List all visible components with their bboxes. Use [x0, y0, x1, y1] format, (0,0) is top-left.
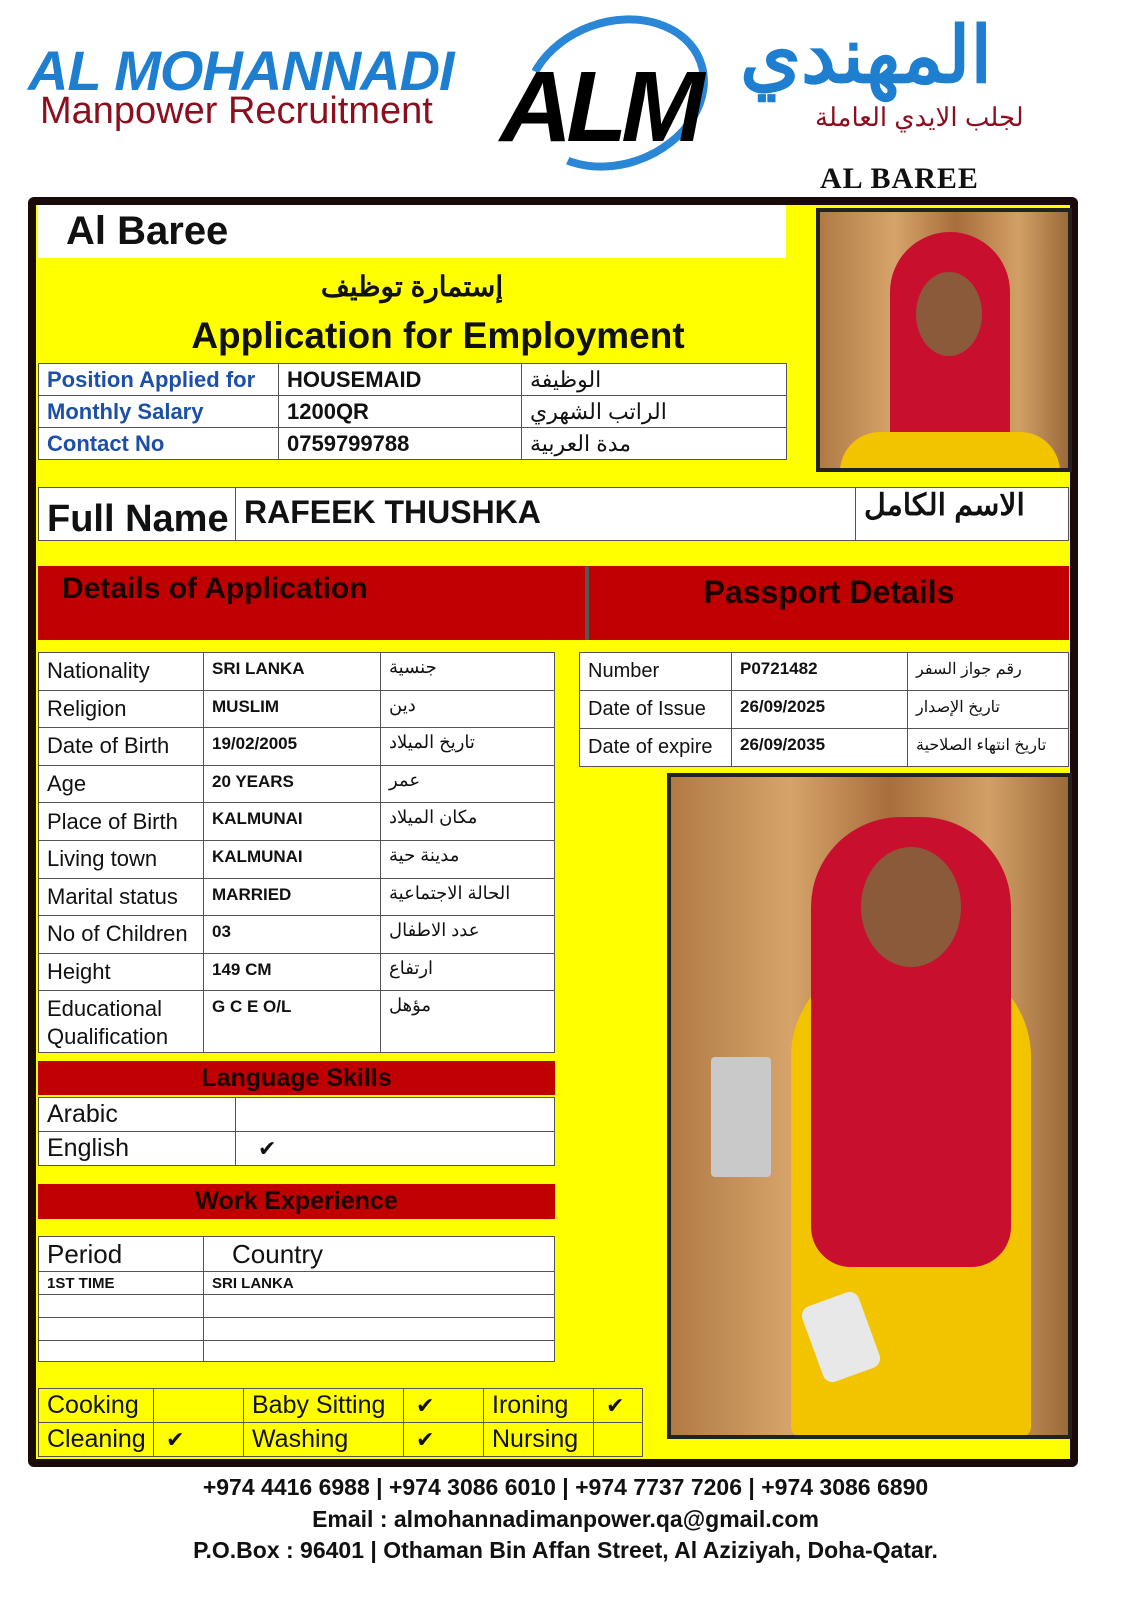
detail-value: SRI LANKA [203, 652, 381, 691]
detail-value: G C E O/L [203, 990, 381, 1053]
summary-value: HOUSEMAID [278, 363, 522, 396]
full-name-label-ar: الاسم الكامل [855, 487, 1069, 541]
summary-label: Monthly Salary [38, 395, 279, 428]
language-name: English [38, 1131, 236, 1166]
detail-label-ar: دين [380, 690, 555, 729]
skill-label: Cooking [38, 1388, 154, 1423]
skill-label: Nursing [483, 1422, 594, 1457]
language-check[interactable]: ✔ [235, 1131, 555, 1166]
detail-label: Living town [38, 840, 204, 879]
work-header-country: Country [203, 1236, 555, 1272]
logo-subtitle-en: Manpower Recruitment [40, 90, 433, 132]
skill-check[interactable]: ✔ [153, 1422, 244, 1457]
detail-value: 20 YEARS [203, 765, 381, 804]
detail-label: Nationality [38, 652, 204, 691]
passport-value: 26/09/2025 [731, 690, 908, 729]
agency-name: Al Baree [38, 205, 786, 258]
detail-value: 03 [203, 915, 381, 954]
logo-text-ar: المهندي [740, 11, 993, 99]
detail-label-ar: مدينة حية [380, 840, 555, 879]
logo-subtitle-ar: لجلب الايدي العاملة [815, 102, 1024, 132]
passport-label-ar: رقم جواز السفر [907, 652, 1069, 691]
work-period-empty [38, 1340, 204, 1362]
language-check[interactable] [235, 1097, 555, 1132]
summary-value: 0759799788 [278, 427, 522, 460]
detail-label-ar: ارتفاع [380, 953, 555, 992]
skill-check[interactable]: ✔ [593, 1388, 643, 1423]
skill-check[interactable] [593, 1422, 643, 1457]
summary-label-ar: مدة العربية [521, 427, 787, 460]
work-country: SRI LANKA [203, 1271, 555, 1295]
detail-label-ar: مؤهل [380, 990, 555, 1053]
detail-label-ar: عمر [380, 765, 555, 804]
passport-value: 26/09/2035 [731, 728, 908, 767]
passport-label-ar: تاريخ انتهاء الصلاحية [907, 728, 1069, 767]
portrait-photo [816, 208, 1072, 472]
work-country-empty [203, 1340, 555, 1362]
summary-value: 1200QR [278, 395, 522, 428]
detail-label: Height [38, 953, 204, 992]
passport-label: Number [579, 652, 732, 691]
summary-label-ar: الوظيفة [521, 363, 787, 396]
footer-address: P.O.Box : 96401 | Othaman Bin Affan Street, Al Aziziyah, Doha-Qatar. [193, 1537, 938, 1563]
detail-label-ar: الحالة الاجتماعية [380, 878, 555, 917]
passport-label-ar: تاريخ الإصدار [907, 690, 1069, 729]
detail-value: 149 CM [203, 953, 381, 992]
skill-label: Cleaning [38, 1422, 154, 1457]
skill-label: Washing [243, 1422, 404, 1457]
summary-label-ar: الراتب الشهري [521, 395, 787, 428]
passport-label: Date of Issue [579, 690, 732, 729]
detail-label-ar: مكان الميلاد [380, 802, 555, 841]
work-period-empty [38, 1317, 204, 1341]
detail-label: Educational Qualification [38, 990, 204, 1053]
passport-value: P0721482 [731, 652, 908, 691]
passport-label: Date of expire [579, 728, 732, 767]
summary-label: Position Applied for [38, 363, 279, 396]
detail-value: MARRIED [203, 878, 381, 917]
language-skills-header: Language Skills [38, 1061, 555, 1095]
skill-check[interactable] [153, 1388, 244, 1423]
work-country-empty [203, 1294, 555, 1318]
detail-label: No of Children [38, 915, 204, 954]
skill-check[interactable]: ✔ [403, 1422, 484, 1457]
detail-label: Place of Birth [38, 802, 204, 841]
summary-label: Contact No [38, 427, 279, 460]
detail-value: MUSLIM [203, 690, 381, 729]
logo-mark: ALM [500, 51, 699, 163]
footer-phones: +974 4416 6988 | +974 3086 6010 | +974 7737 7206 | +974 3086 6890 [202, 1474, 929, 1500]
work-experience-header: Work Experience [38, 1184, 555, 1219]
branch-name: AL BAREE [820, 162, 979, 195]
form-title-ar: إستمارة توظيف [320, 271, 504, 302]
detail-label: Marital status [38, 878, 204, 917]
details-header: Details of Application [38, 566, 586, 640]
skill-check[interactable]: ✔ [403, 1388, 484, 1423]
passport-header: Passport Details [589, 566, 1069, 640]
detail-value: KALMUNAI [203, 840, 381, 879]
detail-label-ar: عدد الاطفال [380, 915, 555, 954]
detail-label: Religion [38, 690, 204, 729]
form-title-en: Application for Employment [191, 315, 685, 356]
work-header-period: Period [38, 1236, 204, 1272]
detail-label: Date of Birth [38, 727, 204, 766]
footer-email: Email : almohannadimanpower.qa@gmail.com [312, 1506, 819, 1532]
work-country-empty [203, 1317, 555, 1341]
skill-label: Ironing [483, 1388, 594, 1423]
skill-label: Baby Sitting [243, 1388, 404, 1423]
detail-label-ar: تاريخ الميلاد [380, 727, 555, 766]
detail-value: KALMUNAI [203, 802, 381, 841]
detail-label-ar: جنسية [380, 652, 555, 691]
work-period: 1ST TIME [38, 1271, 204, 1295]
full-name-value: RAFEEK THUSHKA [235, 487, 856, 541]
full-body-photo [667, 773, 1072, 1439]
full-name-label: Full Name [38, 487, 236, 541]
logo-text-en: AL MOHANNADI [28, 39, 454, 102]
work-period-empty [38, 1294, 204, 1318]
language-name: Arabic [38, 1097, 236, 1132]
detail-label: Age [38, 765, 204, 804]
detail-value: 19/02/2005 [203, 727, 381, 766]
